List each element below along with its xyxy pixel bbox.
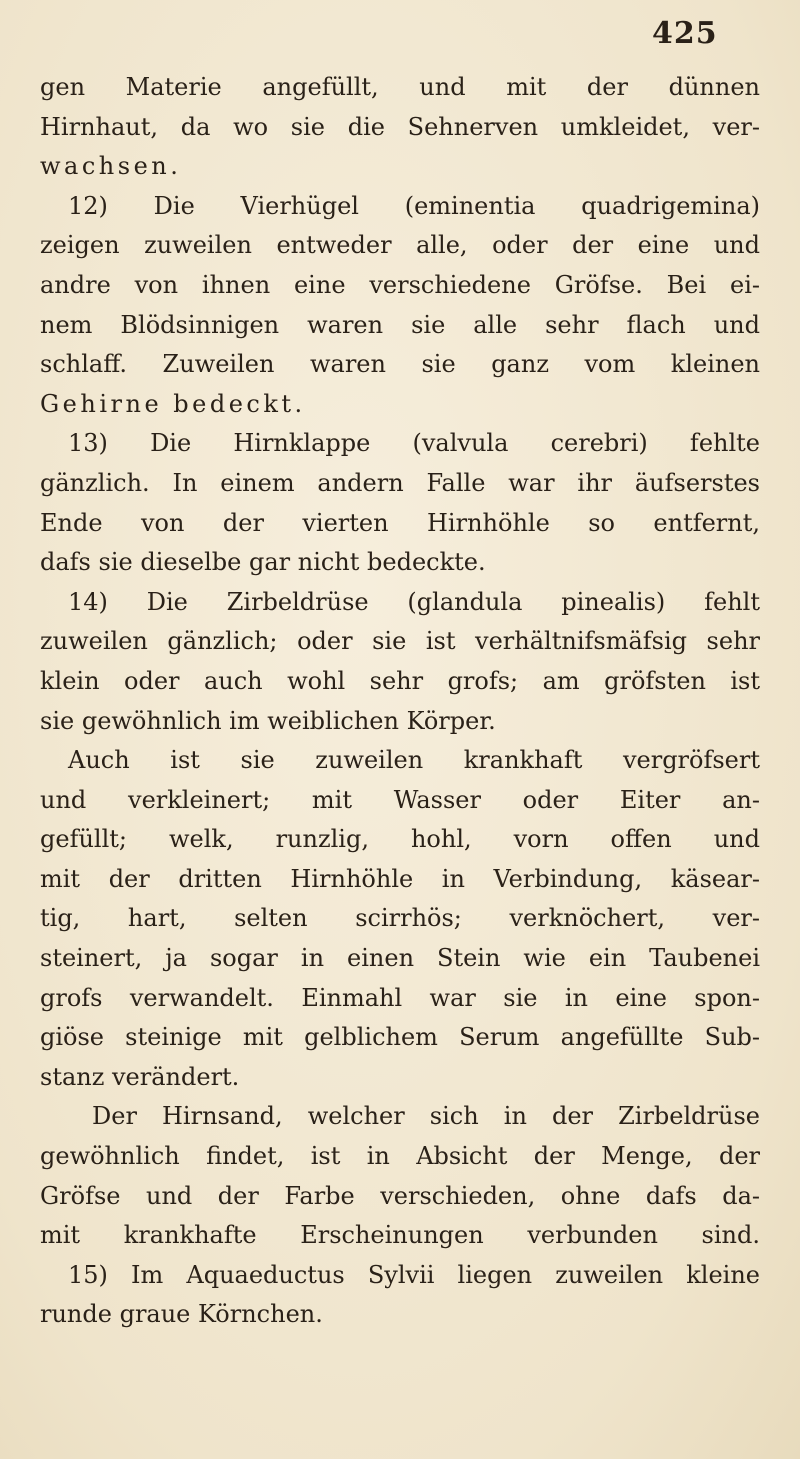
text-line: zuweilen gänzlich; oder sie ist verhältnifsmäfsig sehr [40,627,760,656]
text-line: gen Materie angefüllt, und mit der dünnen [40,73,760,101]
text-line: Ende von der vierten Hirnhöhle so entfernt, [40,508,760,537]
text-line: nem Blödsinnigen waren sie alle sehr flach und [40,310,760,339]
text-line: gefüllt; welk, runzlig, hohl, vorn offen und [40,825,760,854]
text-line: mit der dritten Hirnhöhle in Verbindung, käsear- [40,864,760,893]
text-line: giöse steinige mit gelblichem Serum angefüllte Sub- [40,1023,760,1052]
body-text [40,68,760,1335]
text-line: zeigen zuweilen entweder alle, oder der eine und [40,231,760,260]
text-line: Gröfse und der Farbe verschieden, ohne dafs da- [40,1181,760,1210]
page-number: 425 [652,16,718,51]
text-line: gewöhnlich findet, ist in Absicht der Menge, der [40,1142,760,1171]
text-line: wachsen. [40,152,182,181]
text-line: steinert, ja sogar in einen Stein wie ein Taubenei [40,944,760,973]
text-line: klein oder auch wohl sehr grofs; am gröfsten ist [40,666,760,695]
text-line: und verkleinert; mit Wasser oder Eiter an- [40,785,760,814]
text-line: sie gewöhnlich im weiblichen Körper. [40,706,496,735]
text-line: stanz verändert. [40,1062,240,1091]
text-line: 12) Die Vierhügel (eminentia quadrigemina) [68,191,760,220]
text-line: Gehirne bedeckt. [40,389,306,418]
text-line: Der Hirnsand, welcher sich in der Zirbeldrüse [92,1102,760,1131]
text-line: dafs sie dieselbe gar nicht bedeckte. [40,548,486,577]
text-line: 15) Im Aquaeductus Sylvii liegen zuweilen kleine [68,1260,760,1289]
text-line: schlaff. Zuweilen waren sie ganz vom kleinen [40,350,760,379]
text-line: 13) Die Hirnklappe (valvula cerebri) fehlte [68,429,760,458]
text-line: andre von ihnen eine verschiedene Gröfse. Bei ei- [40,270,760,299]
text-line: runde graue Körnchen. [40,1300,323,1329]
text-line: mit krankhafte Erscheinungen verbunden sind. [40,1221,760,1250]
text-line: tig, hart, selten scirrhös; verknöchert, ver- [40,904,760,933]
text-line: grofs verwandelt. Einmahl war sie in eine spon- [40,983,760,1012]
text-line: Hirnhaut, da wo sie die Sehnerven umkleidet, ver- [40,112,760,141]
text-line: 14) Die Zirbeldrüse (glandula pinealis) fehlt [68,587,760,616]
text-line: Auch ist sie zuweilen krankhaft vergröfsert [68,746,760,775]
text-line: gänzlich. In einem andern Falle war ihr äufserstes [40,468,760,497]
